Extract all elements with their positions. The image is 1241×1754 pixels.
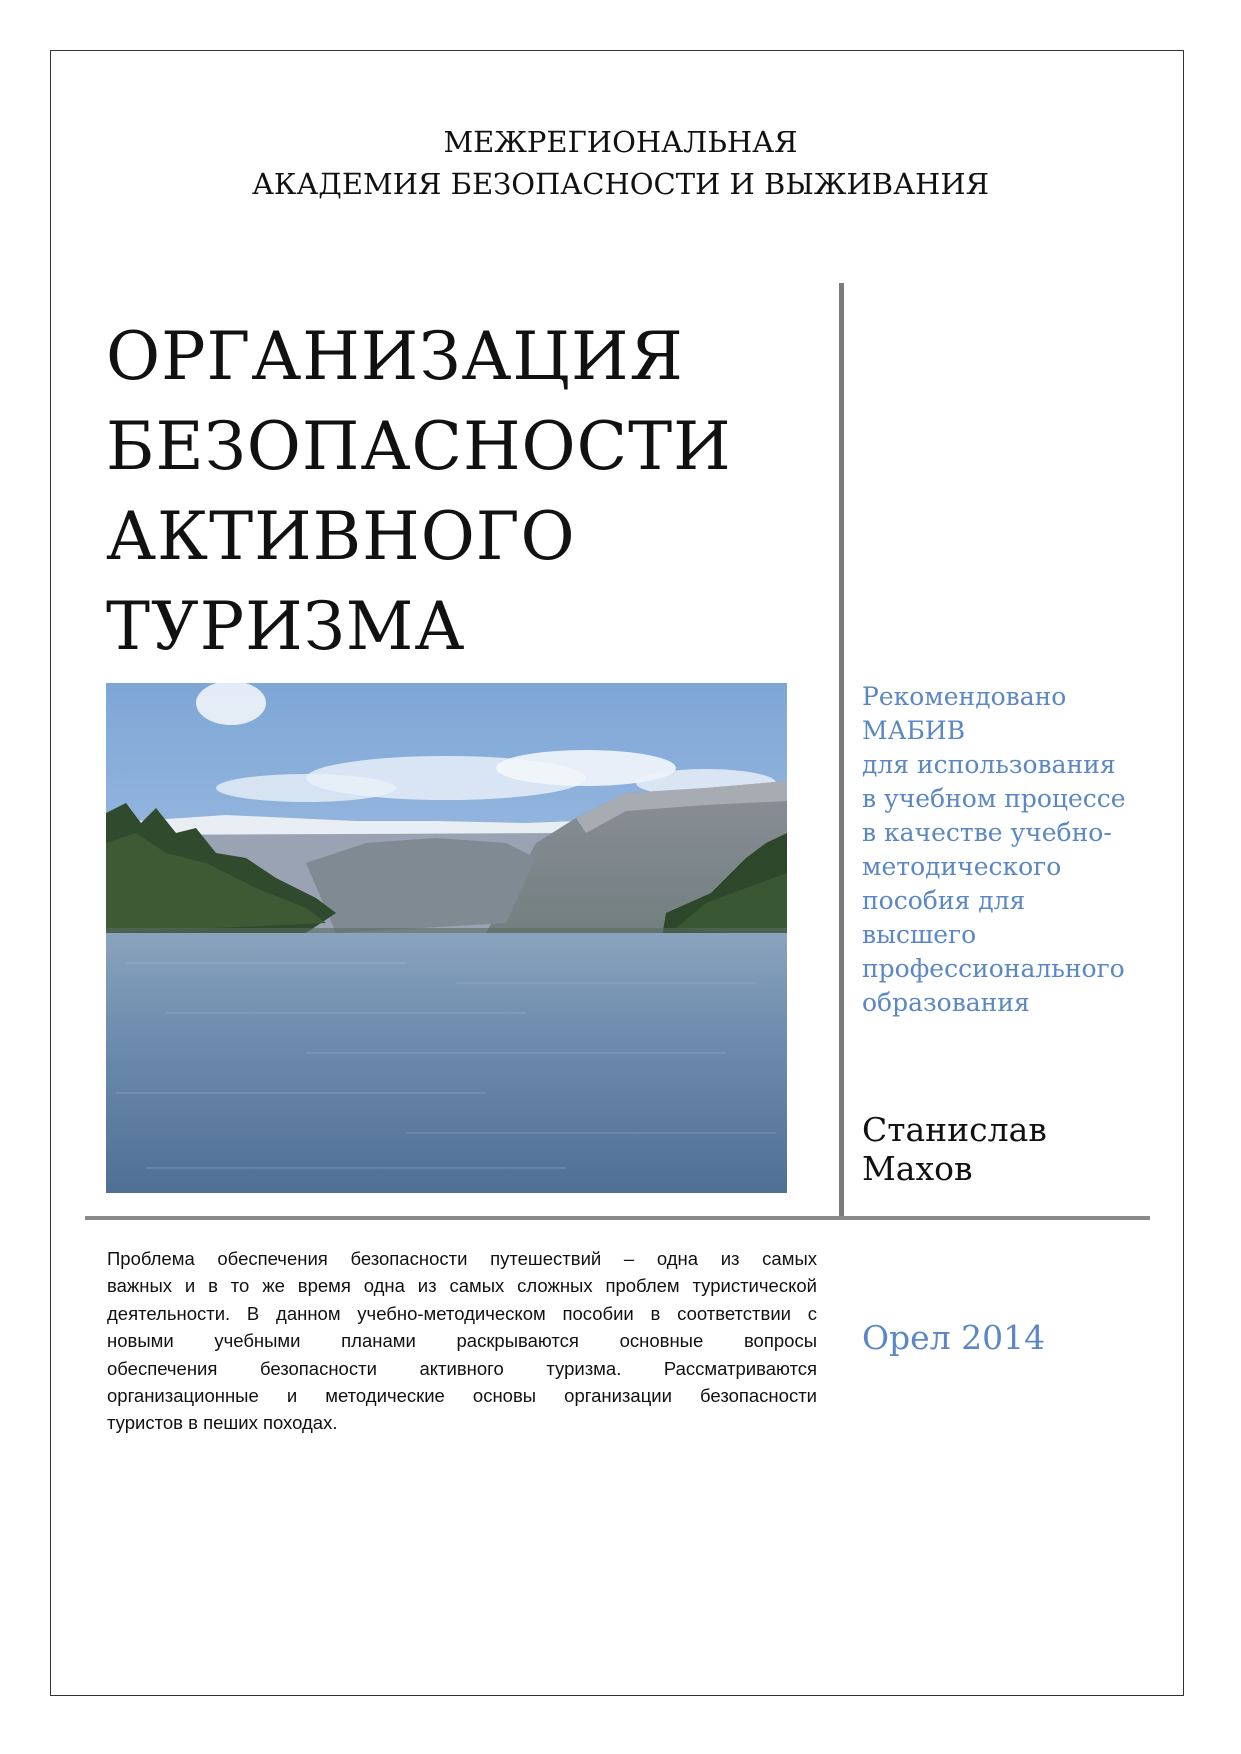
abstract-line-6: организационные и методические основы организации безопасности [107, 1385, 817, 1407]
header-line-2: АКАДЕМИЯ БЕЗОПАСНОСТИ И ВЫЖИВАНИЯ [251, 167, 990, 201]
recommendation-line-2: МАБИВ [862, 716, 966, 745]
author-name [862, 1110, 1162, 1188]
recommendation-line-9: профессионального [862, 954, 1125, 983]
publication-city-year: Орел 2014 [862, 1318, 1046, 1357]
recommendation-line-4: в учебном процессе [862, 784, 1126, 813]
recommendation-line-1: Рекомендовано [862, 682, 1067, 711]
recommendation-line-6: методического [862, 852, 1062, 881]
recommendation-note [862, 680, 1162, 1020]
abstract-line-1: Проблема обеспечения безопасности путешествий – одна из самых [107, 1248, 817, 1269]
title-line-1: ОРГАНИЗАЦИЯ [106, 318, 684, 395]
vertical-divider [839, 283, 844, 1217]
recommendation-line-10: образования [862, 988, 1030, 1017]
recommendation-line-3: для использования [862, 750, 1116, 779]
abstract-text [107, 1245, 817, 1437]
abstract-line-3: деятельности. В данном учебно-методическом пособии в соответствии с [107, 1302, 817, 1324]
title-line-3: АКТИВНОГО [106, 498, 576, 575]
cover-photo-lake-mountains [106, 683, 787, 1193]
abstract-line-4: новыми учебными планами раскрываются основные вопросы [107, 1330, 817, 1352]
title-line-4: ТУРИЗМА [106, 588, 466, 665]
header-line-1: МЕЖРЕГИОНАЛЬНАЯ [443, 125, 798, 159]
abstract-line-2: важных и в то же время одна из самых сложных проблем туристической [107, 1275, 817, 1297]
title-line-2: БЕЗОПАСНОСТИ [106, 408, 732, 485]
author-last-name: Махов [862, 1149, 973, 1188]
book-title [106, 312, 806, 672]
abstract-line-5: обеспечения безопасности активного туризма. Рассматриваются [107, 1357, 817, 1379]
author-first-name: Станислав [862, 1110, 1047, 1149]
abstract-line-7: туристов в пеших походах. [107, 1412, 338, 1434]
recommendation-line-5: в качестве учебно- [862, 818, 1112, 847]
recommendation-line-8: высшего [862, 920, 977, 949]
horizontal-divider [85, 1216, 1150, 1220]
recommendation-line-7: пособия для [862, 886, 1026, 915]
